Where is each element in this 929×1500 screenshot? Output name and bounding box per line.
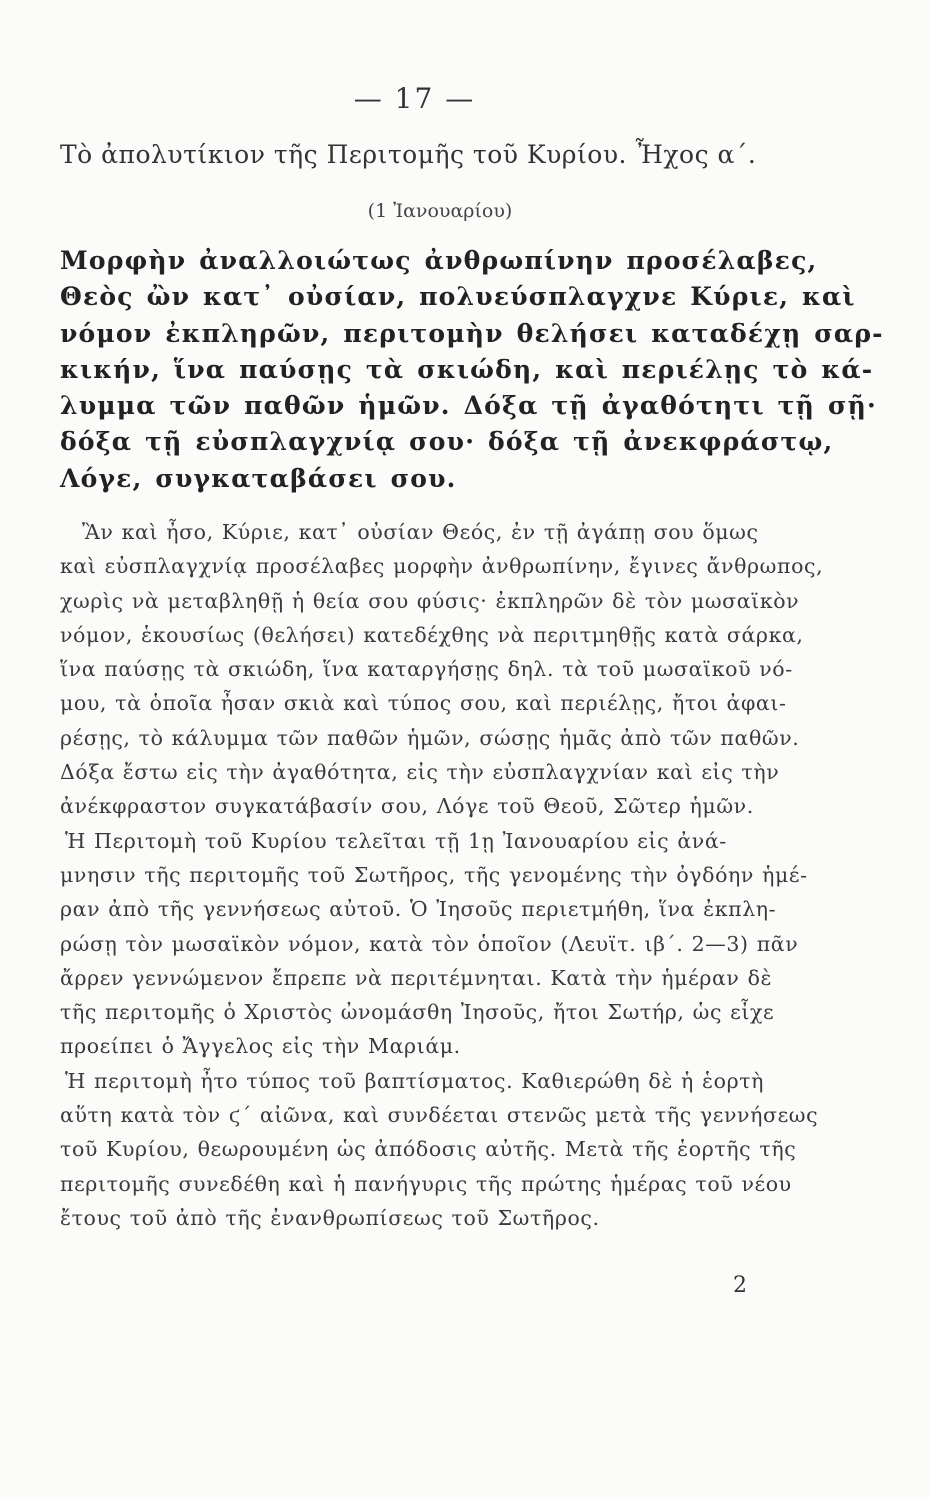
commentary-line: Ἡ Περιτομὴ τοῦ Κυρίου τελεῖται τῇ 1ῃ Ἰανουαρίου εἰς ἀνά- [65,828,727,853]
commentary-line: νόμον, ἑκουσίως (θελήσει) κατεδέχθης νὰ περιτμηθῇς κατὰ σάρκα, [60,622,804,647]
hymn-line: λυμμα τῶν παθῶν ἡμῶν. Δόξα τῇ ἀγαθότητι τῇ σῇ· [60,391,877,421]
commentary-line: ἔτους τοῦ ἀπὸ τῆς ἐνανθρωπίσεως τοῦ Σωτῆρος. [60,1205,600,1230]
hymn-line: Λόγε, συγκαταβάσει σου. [60,463,457,493]
commentary-line: ραν ἀπὸ τῆς γεννήσεως αὐτοῦ. Ὁ Ἰησοῦς περιετμήθη, ἵνα ἐκπλη- [60,897,777,922]
commentary-line: ἀνέκφραστον συγκατάβασίν σου, Λόγε τοῦ Θεοῦ, Σῶτερ ἡμῶν. [60,794,754,819]
commentary-line: ἄρρεν γεννώμενον ἔπρεπε νὰ περιτέμνηται. Κατὰ τὴν ἡμέραν δὲ [60,965,773,990]
hymn-line: κικήν, ἵνα παύσῃς τὰ σκιώδη, καὶ περιέλῃς τὸ κά- [60,354,874,384]
commentary-line: Δόξα ἔστω εἰς τὴν ἀγαθότητα, εἰς τὴν εὐσπλαγχνίαν καὶ εἰς τὴν [60,760,780,785]
commentary-line: μνησιν τῆς περιτομῆς τοῦ Σωτῆρος, τῆς γενομένης τὴν ὀγδόην ἡμέ- [60,862,808,887]
hymn-line: Μορφὴν ἀναλλοιώτως ἀνθρωπίνην προσέλαβες, [60,246,818,275]
commentary-line: Ἡ περιτομὴ ἦτο τύπος τοῦ βαπτίσματος. Καθιερώθη δὲ ἡ ἑορτὴ [65,1068,765,1093]
hymn-line: Θεὸς ὢν κατ᾽ οὐσίαν, πολυεύσπλαγχνε Κύριε, καὶ [60,282,856,312]
commentary-line: αὕτη κατὰ τὸν ϛ΄ αἰῶνα, καὶ συνδέεται στενῶς μετὰ τῆς γεννήσεως [60,1103,819,1128]
commentary-line: τῆς περιτομῆς ὁ Χριστὸς ὠνομάσθη Ἰησοῦς, ἤτοι Σωτήρ, ὡς εἶχε [60,1000,775,1025]
page-number: — 17 — [353,82,476,115]
hymn-text [60,243,884,497]
commentary-text [60,515,824,1235]
commentary-line: χωρὶς νὰ μεταβληθῇ ἡ θεία σου φύσις· ἐκπληρῶν δὲ τὸν μωσαϊκὸν [60,588,800,613]
signature-mark: 2 [733,1273,747,1298]
commentary-line: ρώσῃ τὸν μωσαϊκὸν νόμον, κατὰ τὸν ὁποῖον (Λευϊτ. ιβ΄. 2—3) πᾶν [60,931,799,956]
commentary-line: ρέσῃς, τὸ κάλυμμα τῶν παθῶν ἡμῶν, σώσῃς ἡμᾶς ἀπὸ τῶν παθῶν. [60,725,800,750]
hymn-line: νόμον ἐκπληρῶν, περιτομὴν θελήσει καταδέχῃ σαρ- [60,318,884,348]
commentary-line: Ἂν καὶ ἦσο, Κύριε, κατ᾽ οὐσίαν Θεός, ἐν τῇ ἀγάπῃ σου ὅμως [82,520,759,544]
date-note: (1 Ἰανουαρίου) [367,200,513,222]
commentary-line: μου, τὰ ὁποῖα ἦσαν σκιὰ καὶ τύπος σου, καὶ περιέλῃς, ἤτοι ἀφαι- [60,691,787,716]
commentary-line: περιτομῆς συνεδέθη καὶ ἡ πανήγυρις τῆς πρώτης ἡμέρας τοῦ νέου [60,1171,792,1196]
hymn-heading: Τὸ ἀπολυτίκιον τῆς Περιτομῆς τοῦ Κυρίου. Ἦχος α΄. [60,140,757,169]
commentary-line: καὶ εὐσπλαγχνίᾳ προσέλαβες μορφὴν ἀνθρωπίνην, ἔγινες ἄνθρωπος, [60,554,824,579]
commentary-line: προείπει ὁ Ἄγγελος εἰς τὴν Μαριάμ. [60,1034,461,1059]
commentary-line: ἵνα παύσῃς τὰ σκιώδη, ἵνα καταργήσῃς δηλ. τὰ τοῦ μωσαϊκοῦ νό- [60,657,793,682]
hymn-line: δόξα τῇ εὐσπλαγχνίᾳ σου· δόξα τῇ ἀνεκφράστῳ, [60,427,834,457]
commentary-line: τοῦ Κυρίου, θεωρουμένη ὡς ἀπόδοσις αὐτῆς. Μετὰ τῆς ἑορτῆς τῆς [60,1137,797,1162]
